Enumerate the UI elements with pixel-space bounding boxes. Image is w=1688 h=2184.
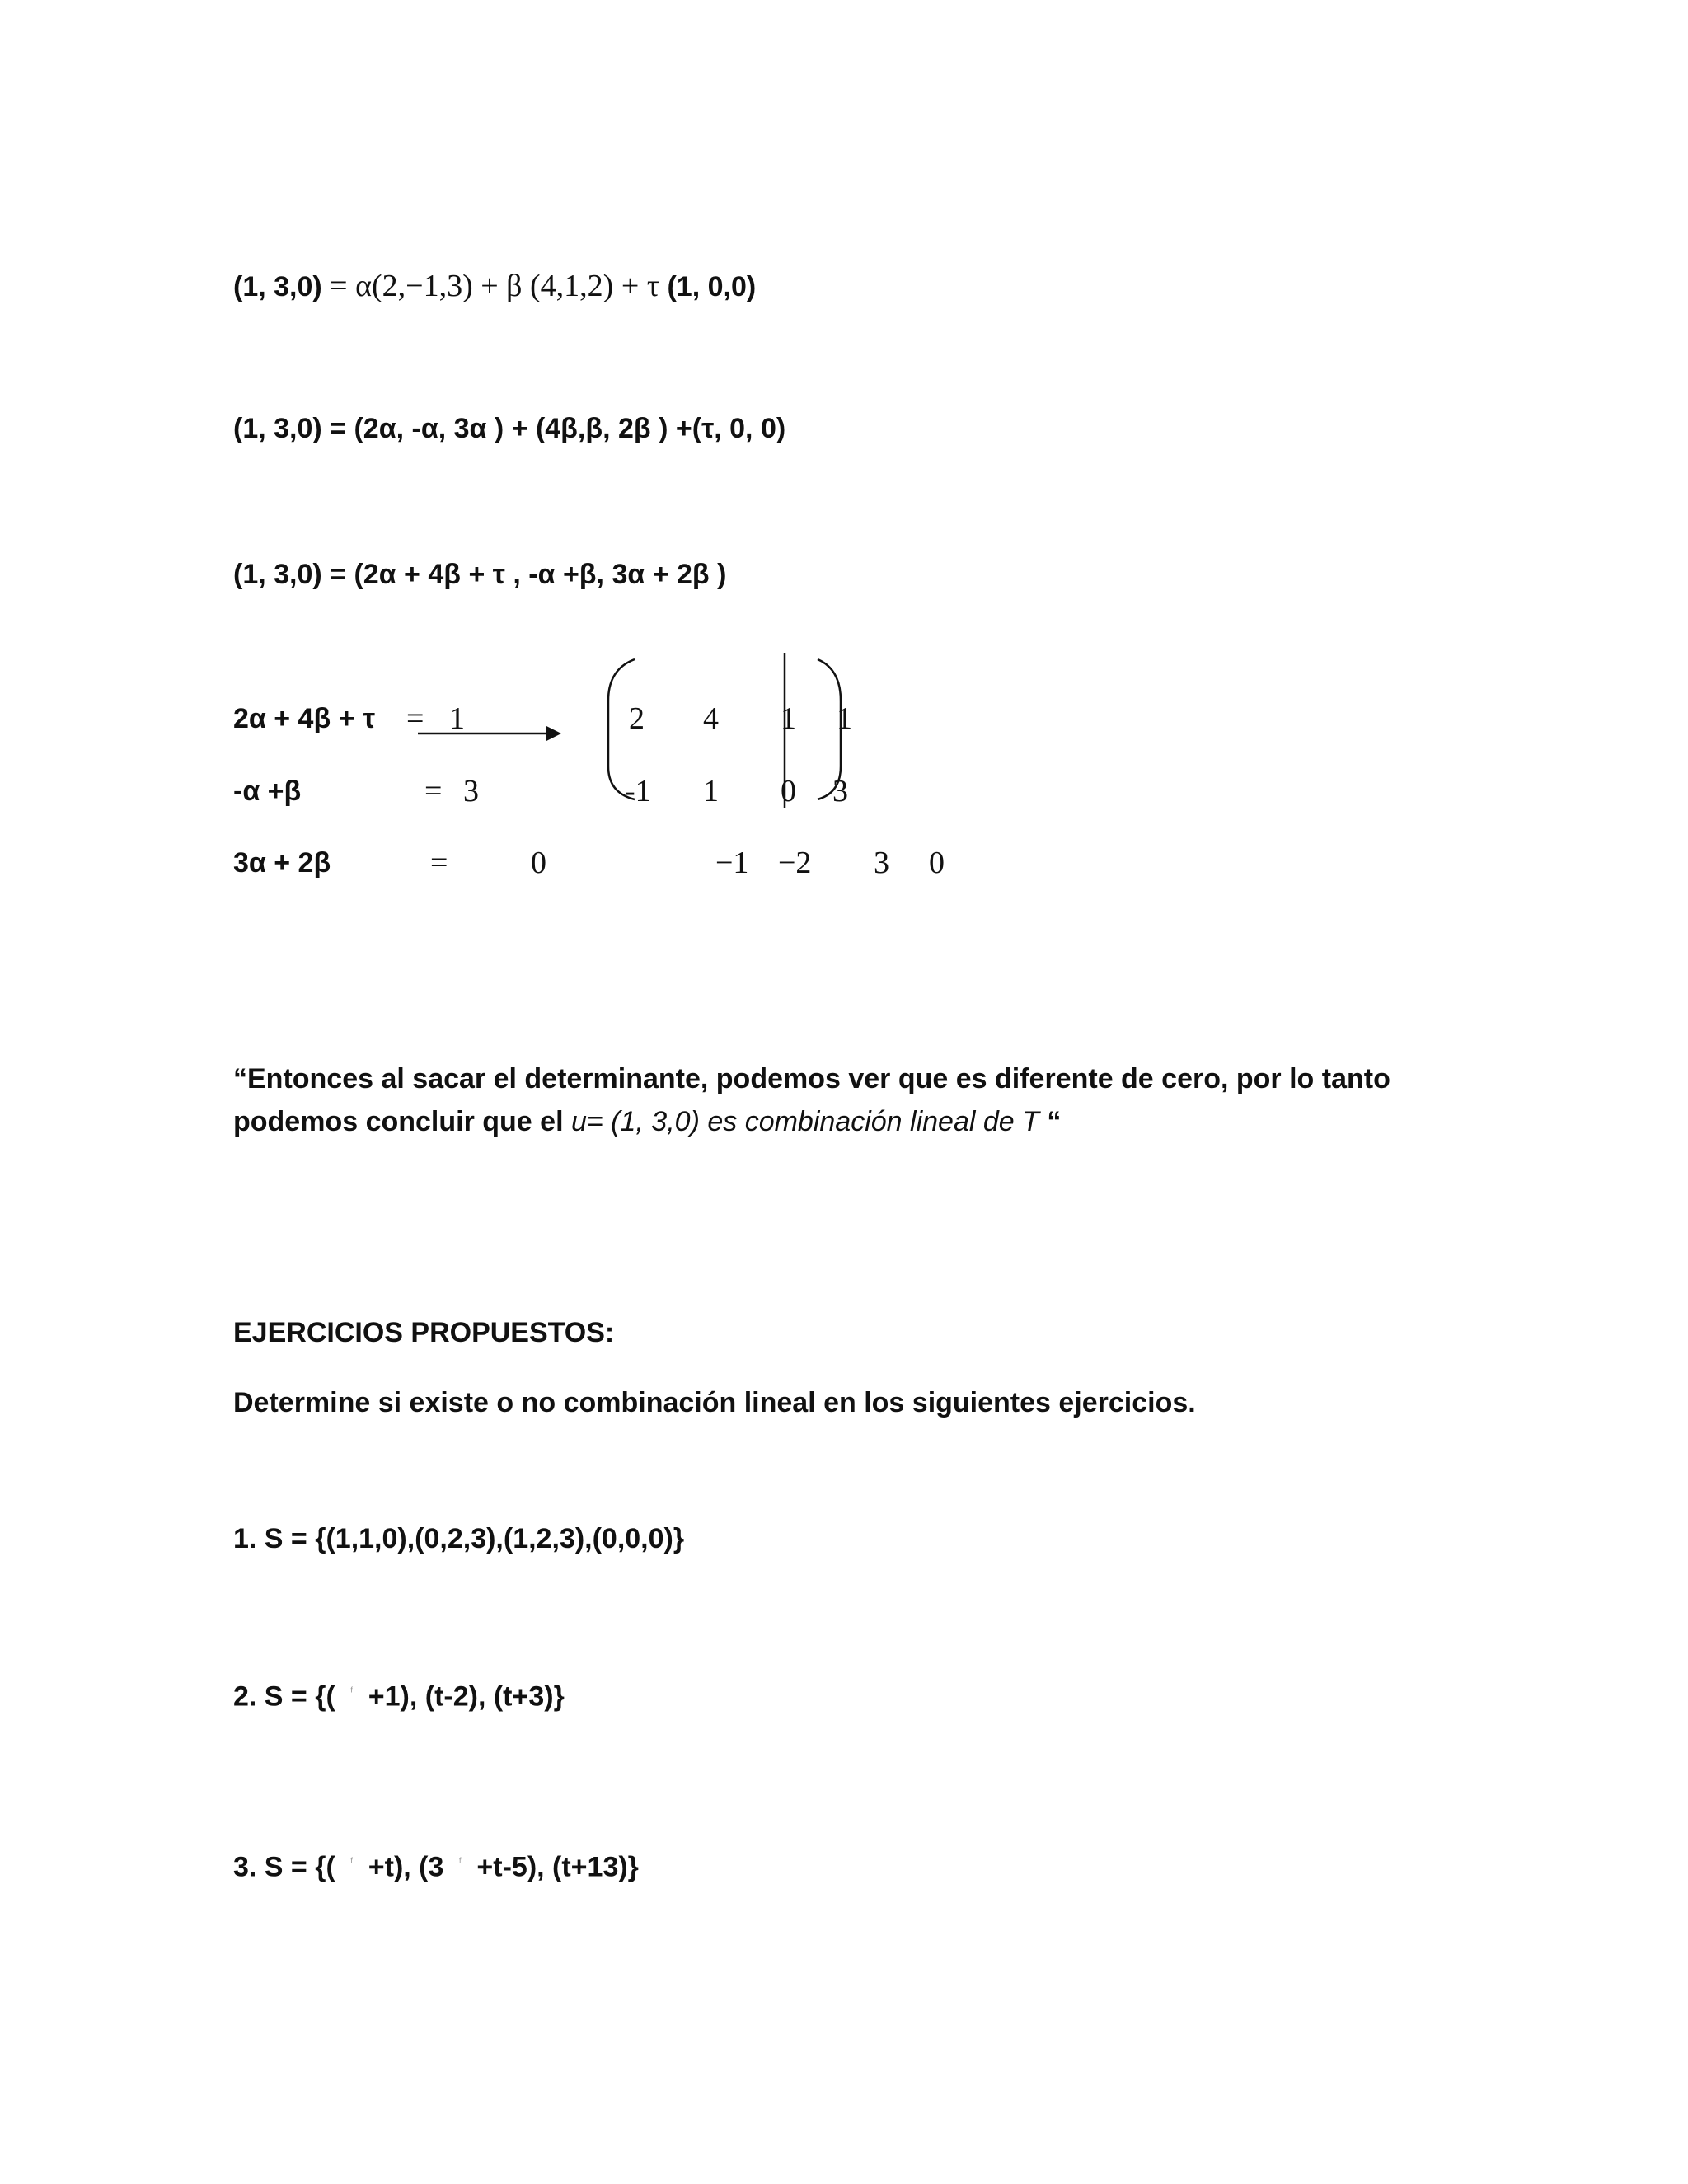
matrix-cell: 1 (703, 774, 719, 808)
equation-1-rhs: = α(2,−1,3) + β (4,1,2) + τ (330, 269, 660, 303)
conclusion-italic-text: u= (1, 3,0) es combinación lineal de T (570, 1106, 1039, 1137)
exercise-item-3-start: 3. S = {( (233, 1851, 335, 1883)
equation-2-lhs: (1, 3,0) (233, 413, 322, 444)
system-row-3-value: 0 (531, 846, 546, 880)
matrix-cell: 4 (703, 701, 719, 736)
system-row-3-equals: = (430, 846, 448, 880)
system-row-2-equals: = (424, 774, 443, 808)
equation-1-vector: (1, 0,0) (667, 271, 757, 302)
exercise-item-1: 1. S = {(1,1,0),(0,2,3),(1,2,3),(0,0,0)} (233, 1523, 685, 1554)
matrix-cell: 1 (837, 701, 852, 736)
exercises-heading: EJERCICIOS PROPUESTOS: (233, 1317, 615, 1348)
missing-exponent-image: ᶠ (350, 1855, 354, 1868)
arrow-right-icon (416, 721, 565, 746)
matrix-cell: 0 (929, 846, 945, 880)
conclusion-paragraph (233, 1057, 1404, 1143)
system-row-1-equals: = (406, 701, 424, 736)
exercise-item-2-end: +1), (t-2), (t+3)} (368, 1680, 565, 1713)
matrix-cell: 0 (781, 774, 796, 808)
exercise-item-3-mid: +t), (3 (368, 1851, 444, 1883)
equation-2-rhs: = (2α, -α, 3α ) + (4β,β, 2β ) +(τ, 0, 0) (330, 413, 786, 444)
matrix-cell: 3 (832, 774, 848, 808)
exercise-item-2-start: 2. S = {( (233, 1680, 335, 1713)
exercise-item-3 (233, 1844, 639, 1885)
missing-exponent-image: ᶠ (458, 1855, 462, 1868)
matrix-cell: 1 (781, 701, 796, 736)
equation-3-lhs: (1, 3,0) = (233, 559, 347, 590)
conclusion-closing-quote: “ (1047, 1106, 1062, 1137)
equation-1 (233, 268, 756, 305)
matrix-cell: 3 (874, 846, 889, 880)
matrix-cell: 2 (629, 701, 645, 736)
equation-2 (233, 410, 785, 447)
system-row-2-expr: -α +β (233, 776, 302, 807)
exercise-item-2 (233, 1673, 565, 1714)
matrix-cell: −1 (715, 846, 749, 880)
equation-3-rhs: (2α + 4β + τ , -α +β, 3α + 2β ) (354, 559, 727, 590)
system-row-2-value: 3 (463, 774, 479, 808)
system-row-1-expr: 2α + 4β + τ (233, 703, 376, 734)
system-row-1-value: 1 (449, 701, 465, 736)
conclusion-bold-text: “Entonces al sacar el determinante, podemos ver que es diferente de cero, por lo tanto podemos concluir que el (233, 1063, 1390, 1137)
equation-1-lhs: (1, 3,0) (233, 271, 322, 302)
matrix-cell: −2 (778, 846, 812, 880)
exercise-item-3-end: +t-5), (t+13)} (476, 1851, 639, 1883)
equation-3 (233, 556, 726, 593)
matrix-cell: -1 (625, 774, 651, 808)
missing-exponent-image: ᶠ (350, 1685, 354, 1698)
exercises-instruction: Determine si existe o no combinación lineal en los siguientes ejercicios. (233, 1387, 1196, 1418)
system-row-3-expr: 3α + 2β (233, 847, 331, 879)
